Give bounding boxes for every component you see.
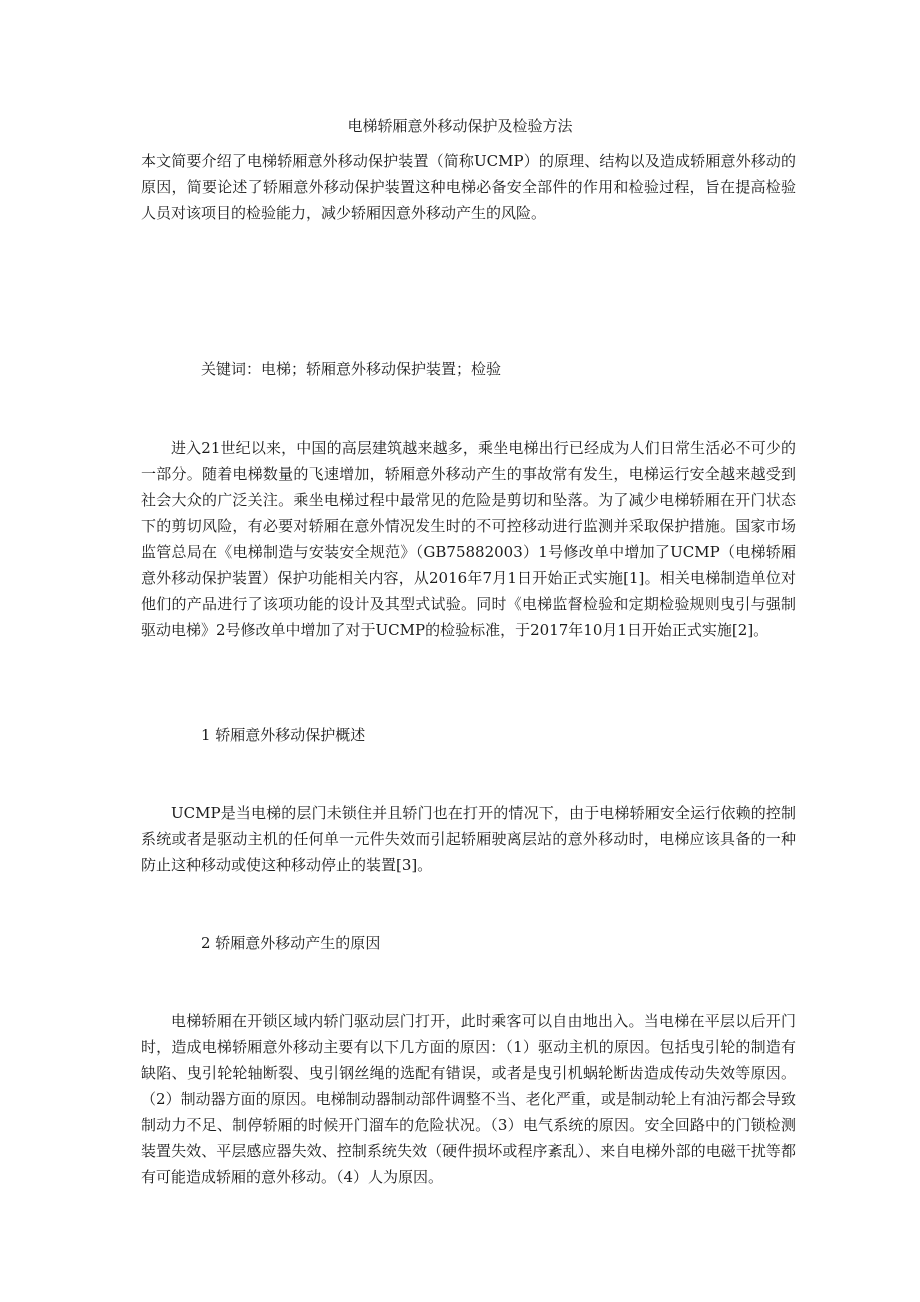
section2-paragraph: 电梯轿厢在开锁区域内轿门驱动层门打开，此时乘客可以自由地出入。当电梯在平层以后开门时，造成电梯轿厢意外移动主要有以下几方面的原因：（1）驱动主机的原因。包括曳引轮的制造有缺陷、曳引轮轮轴断裂、曳引钢丝绳的选配有错误，或者是曳引机蜗轮断齿造成传动失效等原因。（2）制动器方面的原因。电梯制动器制动部件调整不当、老化严重，或是制动轮上有油污都会导致制动力不足、制停轿厢的时候开门溜车的危险状况。（3）电气系统的原因。安全回路中的门锁检测装置失效、平层感应器失效、控制系统失效（硬件损坏或程序紊乱）、来自电梯外部的电磁干扰等都有可能造成轿厢的意外移动。（4）人为原因。	[141, 1012, 796, 1186]
keywords-line: 关键词：电梯；轿厢意外移动保护装置；检验	[201, 360, 502, 378]
document-title: 电梯轿厢意外移动保护及检验方法	[347, 117, 573, 135]
section1-heading: 1 轿厢意外移动保护概述	[201, 726, 366, 744]
intro-paragraph: 进入21世纪以来，中国的高层建筑越来越多，乘坐电梯出行已经成为人们日常生活必不可少的一部分。随着电梯数量的飞速增加，轿厢意外移动产生的事故常有发生，电梯运行安全越来越受到社会大众的广泛关注。乘坐电梯过程中最常见的危险是剪切和坠落。为了减少电梯轿厢在开门状态下的剪切风险，有必要对轿厢在意外情况发生时的不可控移动进行监测并采取保护措施。国家市场监管总局在《电梯制造与安装安全规范》（GB75882003）1号修改单中增加了UCMP（电梯轿厢意外移动保护装置）保护功能相关内容，从2016年7月1日开始正式实施[1]。相关电梯制造单位对他们的产品进行了该项功能的设计及其型式试验。同时《电梯监督检验和定期检验规则曳引与强制驱动电梯》2号修改单中增加了对于UCMP的检验标准，于2017年10月1日开始正式实施[2]。	[141, 439, 796, 639]
abstract-paragraph: 本文简要介绍了电梯轿厢意外移动保护装置（简称UCMP）的原理、结构以及造成轿厢意外移动的原因，简要论述了轿厢意外移动保护装置这种电梯必备安全部件的作用和检验过程，旨在提高检验人员对该项目的检验能力，减少轿厢因意外移动产生的风险。	[141, 152, 796, 222]
section1-paragraph: UCMP是当电梯的层门未锁住并且轿门也在打开的情况下，由于电梯轿厢安全运行依赖的控制系统或者是驱动主机的任何单一元件失效而引起轿厢驶离层站的意外移动时，电梯应该具备的一种防止这种移动或使这种移动停止的装置[3]。	[141, 804, 796, 874]
section2-heading: 2 轿厢意外移动产生的原因	[201, 934, 381, 952]
